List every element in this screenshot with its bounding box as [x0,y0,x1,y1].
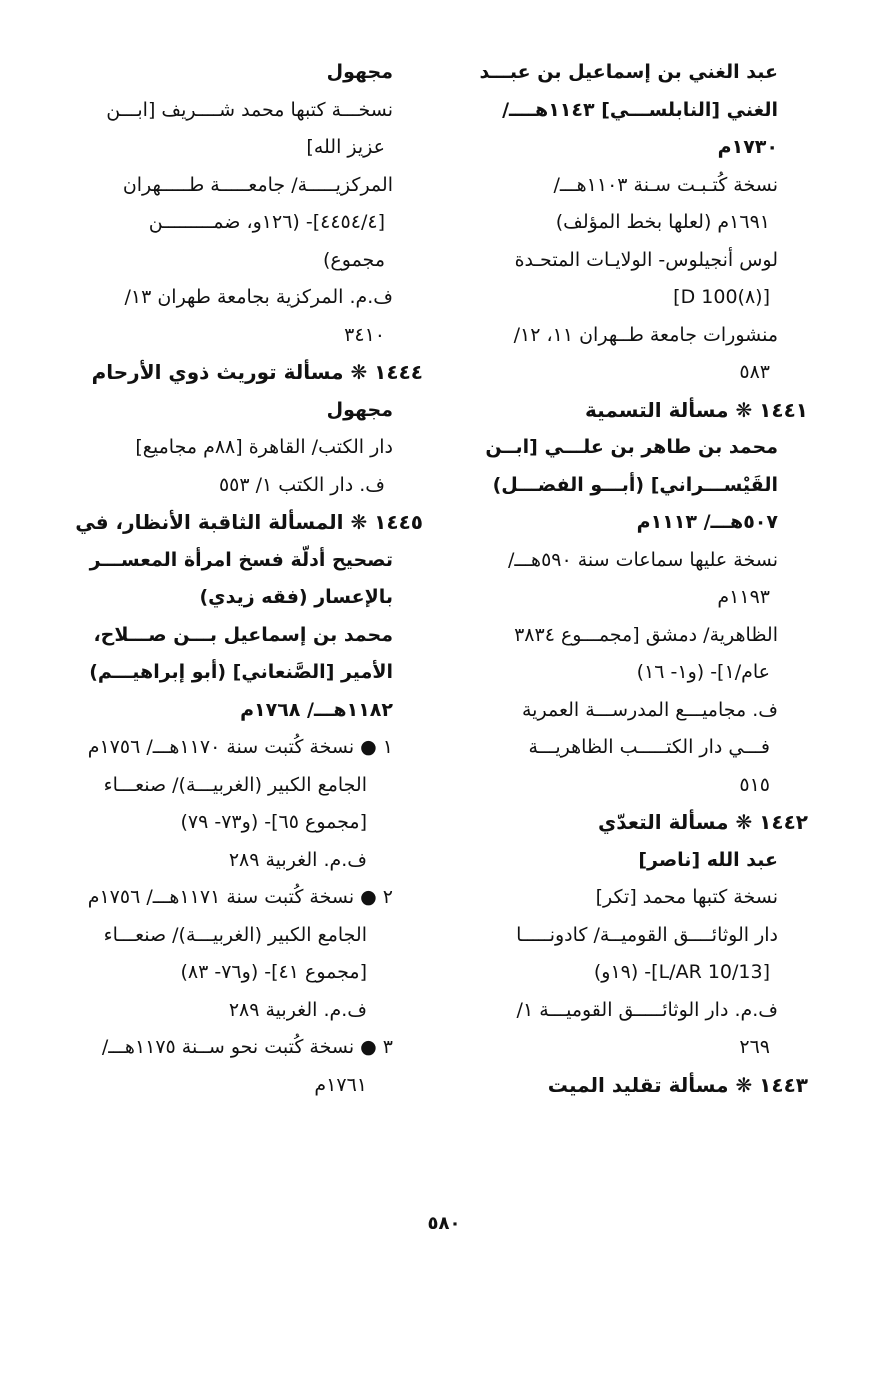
text-line: [مجموع ٤١]- (و٧٦- ٨٣) [180,961,367,983]
text-line: ١١٩٣م [717,586,770,608]
text-line: الجامع الكبير (الغربيـــة)/ صنعـــاء [103,923,367,946]
text-line: ٢٦٩ [739,1036,770,1058]
text-line: ٣ ● نسخة كُتبت نحو ســنة ١١٧٥هـــ/ [101,1036,393,1058]
text-line: فـــي دار الكتـــــب الظاهريـــة [528,736,770,758]
text-line: عزيز الله] [306,136,385,158]
text-line: ٥١٥ [739,773,770,796]
text-line: المركزيـــــة/ جامعـــــة طـــــهران [122,173,393,196]
text-line: الظاهرية/ دمشق [مجمـــوع ٣٨٣٤ [514,623,778,646]
text-line: ٥٠٧هـــ/ ١١١٣م [636,511,778,533]
text-line: ١٧٦١م [314,1073,367,1096]
text-line: الجامع الكبير (الغربيـــة)/ صنعـــاء [103,773,367,796]
entry-heading: ١٤٤٣ ❋ مسألة تقليد الميت [547,1072,808,1097]
text-line: بالإعسار (فقه زيدي) [199,586,393,608]
text-line: [مجموع ٦٥]- (و٧٣- ٧٩) [180,811,367,833]
text-line: ٣٤١٠ [344,323,385,346]
text-line: مجهول [326,398,393,421]
text-line: الأمير [الصَّنعاني] (أبو إبراهيـــم) [89,661,393,683]
text-line: منشورات جامعة طــهران ١١، ١٢/ [513,323,778,346]
text-line: ف.م. دار الوثائـــــق القوميـــة ١/ [516,998,778,1021]
text-line: ١٧٣٠م [717,136,778,158]
entry-heading: ١٤٤٢ ❋ مسألة التعدّي [597,810,808,834]
text-line: لوس أنجيلوس- الولايـات المتحـدة [514,248,778,271]
text-line: عبد الغني بن إسماعيل بن عبـــد [479,61,778,83]
text-line: عبد الله [ناصر] [638,848,778,871]
text-line: محمد بن طاهر بن علـــي [ابــن [485,436,778,458]
text-line: نسخـــة كتبها محمد شــــريف [ابـــن [106,98,393,121]
text-line: عام/١]- (و١- ١٦) [636,661,770,683]
text-line: [٤٤٥٤/٤]- (١٢٦و، ضمـــــــــن [148,211,385,233]
text-line: ١١٨٢هـــ/ ١٧٦٨م [240,698,393,721]
text-line: [L/AR 10/13]- (١٩و) [593,961,770,983]
text-line: نسخة عليها سماعات سنة ٥٩٠هـــ/ [507,548,778,571]
text-line: ف.م. المركزية بجامعة طهران ١٣/ [124,286,393,308]
text-line: مجموع) [323,248,385,271]
entry-heading: ١٤٤٤ ❋ مسألة توريث ذوي الأرحام [91,360,423,384]
text-line: ١٦٩١م (لعلها بخط المؤلف) [555,211,770,233]
text-line: ف.م. الغربية ٢٨٩ [228,998,367,1021]
text-line: ٢ ● نسخة كُتبت سنة ١١٧١هـــ/ ١٧٥٦م [87,886,393,908]
page-number: ٥٨٠ [427,1213,461,1234]
text-line: ف.م. الغربية ٢٨٩ [228,848,367,871]
text-line: القَيْســـراني] (أبـــو الفضـــل) [492,473,778,496]
text-line: ف. دار الكتب ١/ ٥٥٣ [218,473,385,496]
entry-heading: ١٤٤١ ❋ مسألة التسمية [585,397,808,422]
text-line: نسخة كتبها محمد [تكر] [595,886,778,908]
text-line: مجهول [326,61,393,83]
left-column [65,54,423,1104]
entry-heading: ١٤٤٥ ❋ المسألة الثاقبة الأنظار، في [75,510,423,534]
text-line: محمد بن إسماعيل بـــن صـــلاح، [93,623,393,646]
right-column [450,54,808,1104]
text-line: تصحيح أدلّة فسخ امرأة المعســـر [89,548,393,571]
text-line: [(٨)D 100] [673,286,770,308]
text-line: ١ ● نسخة كُتبت سنة ١١٧٠هـــ/ ١٧٥٦م [87,736,393,758]
text-line: ٥٨٣ [739,361,770,383]
text-line: دار الوثائــــق القوميــة/ كادونـــــا [516,923,778,946]
text-line: ف. مجاميـــع المدرســـة العمرية [522,698,778,721]
text-line: دار الكتب/ القاهرة [٨٨م مجاميع] [135,436,393,458]
text-line: الغني [النابلســـي] ١١٤٣هــــ/ [502,98,778,121]
text-line: نسخة كُتـبـت سـنة ١١٠٣هـــ/ [553,173,778,196]
